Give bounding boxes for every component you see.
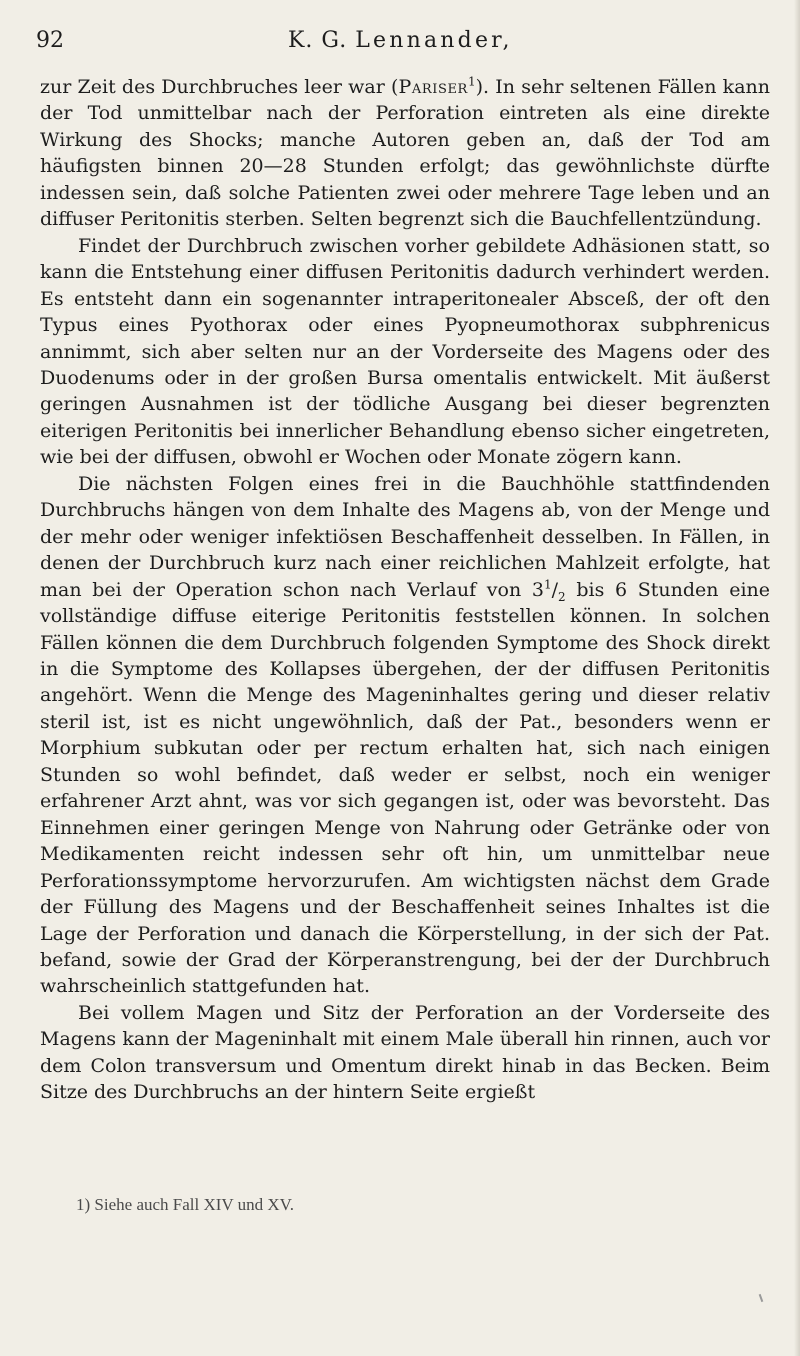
paragraph [40, 233, 770, 471]
footnote-mark: 1) [76, 1195, 91, 1214]
text-segment: bis 6 Stunden eine vollständige diffuse eiterige Peritonitis feststellen können. In solchen Fällen können die dem Durchbruch folgenden Symptome des Shock direkt in die Symptome des Kollapses übergehen, der der diffusen Peritonitis angehört. Wenn die Menge des Mageninhaltes gering und dieser relativ steril ist, ist es nicht ungewöhnlich, daß der Pat., besonders wenn er Morphium subkutan oder per rectum erhalten hat, sich nach einigen Stunden so wohl befindet, daß weder er selbst, noch ein weniger erfahrener Arzt ahnt, was vor sich gegangen ist, oder was bevorsteht. Das Einnehmen einer geringen Menge von Nahrung oder Getränke oder von Medikamenten reicht indessen sehr oft hin, um unmittelbar neue Perforationssymptome hervorzurufen. Am wichtigsten nächst dem Grade der Füllung des Magens und der Beschaffenheit seines Inhaltes ist die Lage der Perforation und danach die Körperstellung, in der sich der Pat. befand, sowie der Grad der Körperanstrengung, bei der der Durchbruch wahrscheinlich stattgefunden hat. [40, 578, 771, 998]
page-edge-shadow [794, 0, 800, 1356]
text-segment: ). In sehr seltenen Fällen kann der Tod unmittelbar nach der Perforation eintreten als eine direkte Wirkung des Shocks; manche Autoren geben an, daß der Tod am häufigsten binnen 20—28 Stunden erfolgt; das gewöhnlichste dürfte indessen sein, daß solche Patienten zwei oder mehrere Tage leben und an diffuser Peritonitis sterben. Selten begrenzt sich die Bauchfellentzündung. [40, 76, 770, 231]
body-text [40, 74, 770, 1106]
paragraph [40, 471, 770, 1000]
author-surname: Lennander, [355, 28, 513, 53]
scan-mark [759, 1294, 764, 1302]
text-segment: zur Zeit des Durchbruches leer war ( [40, 76, 399, 98]
text-segment: Die nächsten Folgen eines frei in die Bauchhöhle stattfindenden Durchbruchs hängen von dem Inhalte des Magens ab, von der Menge und der mehr oder weniger infektiösen Beschaffenheit desselben. In Fällen, in denen der Durchbruch kurz nach einer reichlichen Mahlzeit erfolgte, hat man bei der Operation schon nach Verlauf von 3 [40, 472, 770, 601]
footnote [76, 1195, 294, 1215]
footnote-text: Siehe auch Fall XIV und XV. [94, 1195, 294, 1214]
text-segment: / [551, 578, 559, 601]
page-number: 92 [36, 28, 64, 53]
paragraph [40, 74, 770, 233]
text-segment: 1 [543, 577, 552, 592]
text-segment: Findet der Durchbruch zwischen vorher gebildete Adhäsionen statt, so kann die Entstehung einer diffusen Peritonitis dadurch verhindert werden. Es entsteht dann ein sogenannter intraperitonealer Absceß, der oft den Typus eines Pyothorax oder eines Pyopneumothorax subphrenicus annimmt, sich aber selten nur an der Vorderseite des Magens oder des Duodenums oder in der großen Bursa omentalis entwickelt. Mit äußerst geringen Ausnahmen ist der tödliche Ausgang bei dieser begrenzten eiterigen Peritonitis bei innerlicher Behandlung ebenso sicher eingetreten, wie bei der diffusen, obwohl er Wochen oder Monate zögern kann. [40, 234, 770, 469]
text-segment: Bei vollem Magen und Sitz der Perforation an der Vorderseite des Magens kann der Mageninhalt mit einem Male überall hin rinnen, auch vor dem Colon transversum und Omentum direkt hinab in das Becken. Beim Sitze des Durchbruchs an der hintern Seite ergießt [40, 1001, 770, 1104]
author-initials: K. G. [288, 28, 348, 53]
paragraph [40, 1000, 770, 1106]
text-segment: Pariser [398, 76, 468, 98]
running-head [288, 28, 513, 53]
text-segment: 1 [467, 74, 476, 89]
page-header [36, 28, 766, 58]
text-segment: 2 [558, 589, 566, 604]
